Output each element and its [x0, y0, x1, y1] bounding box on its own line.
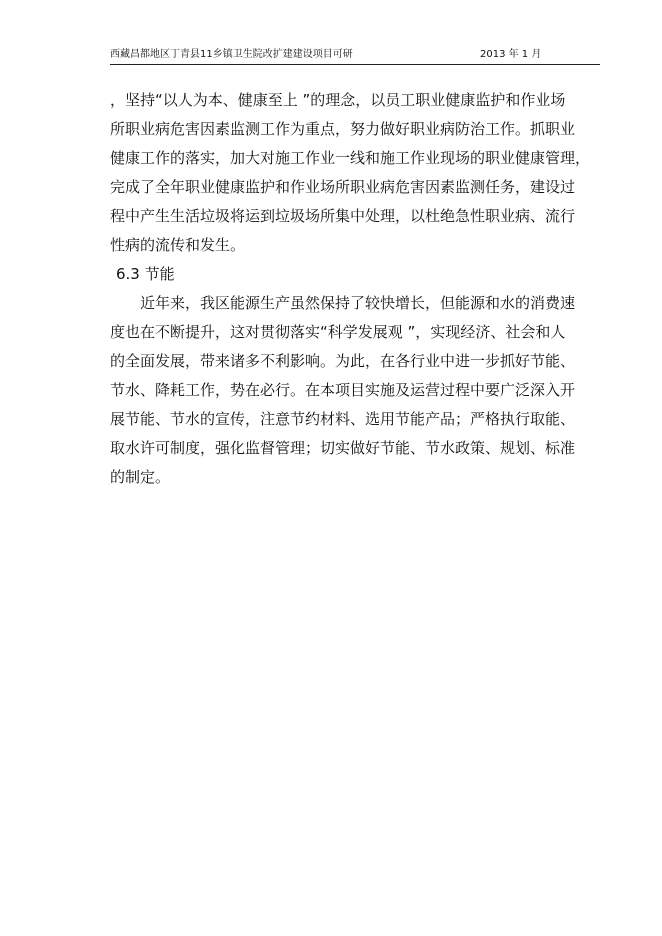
text-line: 近年来，我区能源生产虽然保持了较快增长，但能源和水的消费速	[140, 294, 576, 312]
text-line: 节水、降耗工作，势在必行。在本项目实施及运营过程中要广泛深入开	[110, 381, 576, 399]
section-heading: 6.3 节能	[116, 265, 175, 283]
text-line: 完成了全年职业健康监护和作业场所职业病危害因素监测任务，建设过	[110, 178, 576, 196]
text-line: 程中产生生活垃圾将运到垃圾场所集中处理，以杜绝急性职业病、流行	[110, 207, 576, 225]
text-line: ，坚持“以人为本、健康至上 ”的理念，以员工职业健康监护和作业场	[110, 91, 566, 109]
paragraph-occupational-health	[110, 86, 600, 260]
header-rule	[110, 64, 600, 65]
text-line: 展节能、节水的宣传，注意节约材料、选用节能产品；严格执行取能、	[110, 410, 576, 428]
text-line: 健康工作的落实，加大对施工作业一线和施工作业现场的职业健康管理，	[110, 149, 591, 167]
text-line: 度也在不断提升，这对贯彻落实“科学发展观 ”，实现经济、社会和人	[110, 323, 566, 341]
header-date: 2013 年 1 月	[480, 49, 542, 60]
text-line: 的制定。	[110, 468, 171, 486]
text-line: 所职业病危害因素监测工作为重点，努力做好职业病防治工作。抓职业	[110, 120, 576, 138]
document-body	[110, 86, 600, 492]
text-line: 性病的流传和发生。	[110, 236, 246, 254]
text-line: 的全面发展，带来诸多不利影响。为此，在各行业中进一步抓好节能、	[110, 352, 576, 370]
paragraph-energy-saving	[110, 289, 600, 492]
header-document-title: 西藏昌都地区丁青县11乡镇卫生院改扩建建设项目可研	[110, 49, 353, 60]
text-line: 取水许可制度，强化监督管理；切实做好节能、节水政策、规划、标准	[110, 439, 576, 457]
